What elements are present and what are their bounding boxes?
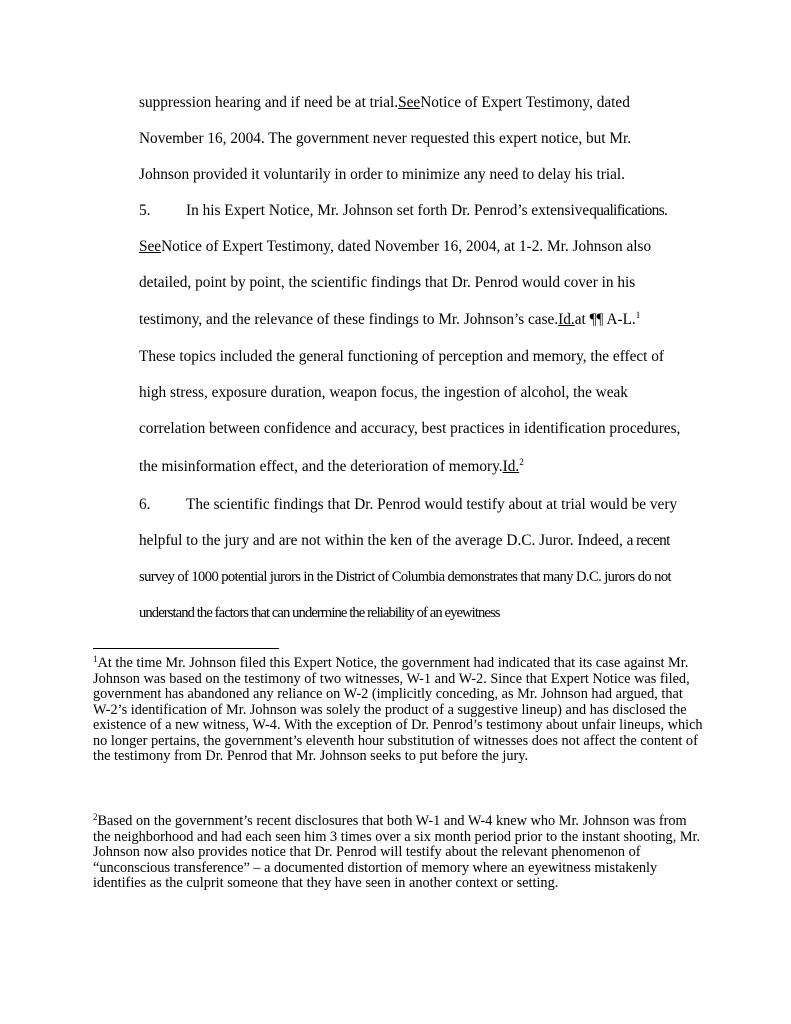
citation-see: See bbox=[398, 94, 421, 111]
footnote-2 bbox=[93, 814, 703, 892]
body-line-3: Johnson provided it voluntarily in order to minimize any need to delay his trial. bbox=[139, 166, 626, 183]
body-line-14: survey of 1000 potential jurors in the District of Columbia demonstrates that many D.C. jurors do not bbox=[139, 569, 671, 585]
body-line-2: November 16, 2004. The government never requested this expert notice, but Mr. bbox=[139, 130, 632, 147]
text-run: In his Expert Notice, Mr. Johnson set forth Dr. Penrod’s extensivequalifications. bbox=[186, 202, 668, 219]
footnote-separator bbox=[93, 648, 279, 649]
text-run: a recent bbox=[626, 532, 670, 549]
text-run: at ¶¶ A-L. bbox=[574, 311, 636, 328]
paragraph-number: 5. bbox=[139, 202, 151, 219]
footnote-text: Based on the government’s recent disclosures that both W-1 and W-4 knew who Mr. Johnson was from the neighborhood and had each seen him 3 times over a six month period prior to the instant shooting, Mr. Johnson now also provides notice that Dr. Penrod will testify about the relevant phenomenon of “unconscious transference” – a documented distortion of memory where an eyewitness mistakenly identifies as the culprit someone that they have seen in another context or setting. bbox=[93, 813, 701, 891]
footnote-marker: 1 bbox=[93, 654, 98, 664]
body-line-7 bbox=[139, 311, 640, 329]
body-line-13 bbox=[139, 532, 670, 550]
body-line-9: high stress, exposure duration, weapon focus, the ingestion of alcohol, the weak bbox=[139, 384, 628, 401]
body-line-15: understand the factors that can undermine the reliability of an eyewitness bbox=[139, 605, 500, 621]
footnote-1 bbox=[93, 656, 703, 765]
citation-id: Id. bbox=[558, 311, 575, 328]
body-line-8: These topics included the general functioning of perception and memory, the effect of bbox=[139, 348, 665, 365]
text-run: suppression hearing and if need be at trial. bbox=[139, 94, 399, 111]
body-line-11 bbox=[139, 458, 524, 476]
footnote-marker: 2 bbox=[93, 812, 98, 822]
footnote-text: At the time Mr. Johnson filed this Expert Notice, the government had indicated that its case against Mr. Johnson was based on the testimony of two witnesses, W-1 and W-2. Since that Expert Notice was filed, government has abandoned any reliance on W-2 (implicitly conceding, as Mr. Johnson had argued, that W-2’s identification of Mr. Johnson was solely the product of a suggestive lineup) and has disclosed the existence of a new witness, W-4. With the exception of Dr. Penrod’s testimony about unfair lineups, which no longer pertains, the government’s eleventh hour substitution of witnesses does not affect the content of the testimony from Dr. Penrod that Mr. Johnson seeks to put before the jury. bbox=[93, 655, 703, 764]
citation-see: See bbox=[139, 238, 162, 255]
footnote-ref-2[interactable]: 2 bbox=[519, 457, 524, 467]
text-run: The scientific findings that Dr. Penrod would testify about at trial would be very bbox=[186, 496, 678, 513]
body-line-10: correlation between confidence and accuracy, best practices in identification procedures, bbox=[139, 420, 681, 437]
citation-id: Id. bbox=[502, 458, 520, 475]
body-line-5 bbox=[139, 238, 651, 256]
text-run: the misinformation effect, and the deterioration of memory. bbox=[139, 458, 503, 475]
body-line-1 bbox=[139, 94, 630, 112]
text-run: helpful to the jury and are not within the ken of the average D.C. Juror. Indeed, bbox=[139, 532, 627, 549]
text-run: Notice of Expert Testimony, dated November 16, 2004, at 1-2. Mr. Johnson also bbox=[161, 238, 652, 255]
text-run: testimony, and the relevance of these findings to Mr. Johnson’s case. bbox=[139, 311, 559, 328]
paragraph-number: 6. bbox=[139, 496, 151, 513]
text-run: Notice of Expert Testimony, dated bbox=[420, 94, 630, 111]
body-line-6: detailed, point by point, the scientific findings that Dr. Penrod would cover in his bbox=[139, 274, 636, 291]
footnote-ref-1[interactable]: 1 bbox=[635, 310, 641, 320]
